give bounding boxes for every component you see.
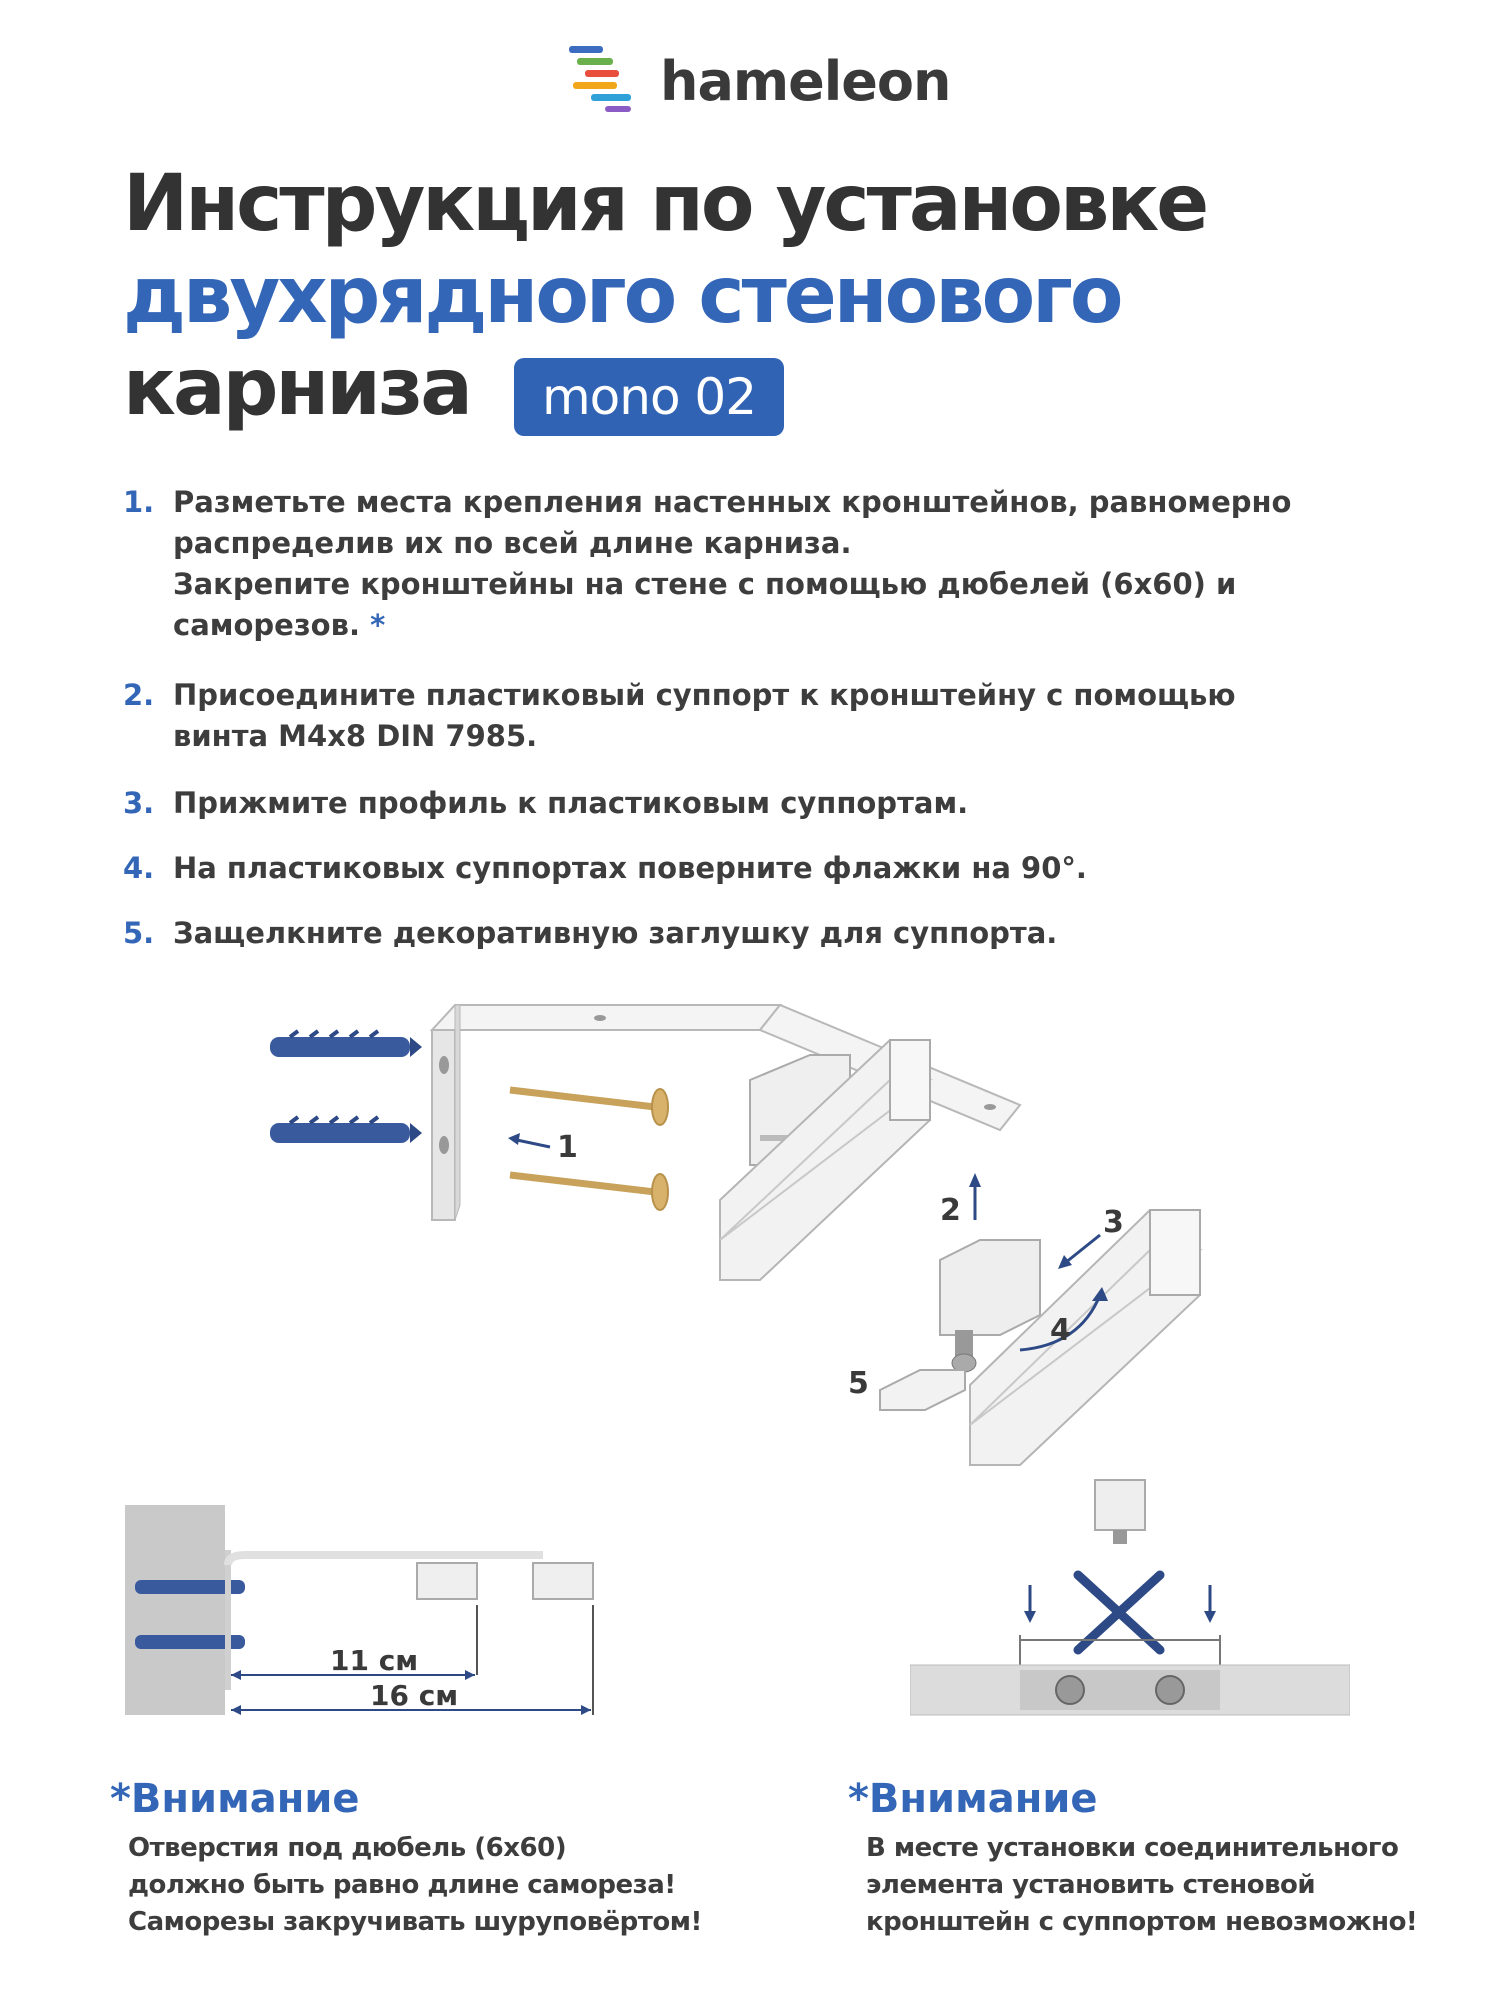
step-text-line: винта М4х8 DIN 7985. <box>173 719 538 753</box>
svg-text:3: 3 <box>1103 1205 1124 1240</box>
dimension-diagram <box>125 1505 615 1725</box>
svg-text:5: 5 <box>848 1366 869 1401</box>
step-number: 5. <box>123 916 155 950</box>
step-text-line: саморезов. <box>173 608 360 642</box>
attention-line: Отверстия под дюбель (6х60) <box>128 1833 567 1863</box>
cross-icon <box>1078 1575 1160 1650</box>
attention-line: В месте установки соединительного <box>866 1833 1399 1863</box>
brand-logo <box>565 44 965 124</box>
model-badge: mono 02 <box>514 358 784 436</box>
screw-head-icon <box>1156 1676 1184 1704</box>
title-line-3: карниза <box>123 343 470 433</box>
dim-16cm: 16 см <box>370 1679 459 1712</box>
profile-rail <box>910 1665 1350 1715</box>
step-number: 2. <box>123 678 155 712</box>
attention-line: элемента установить стеновой <box>866 1870 1316 1900</box>
title-line-2: двухрядного стенового <box>123 251 1121 341</box>
step-text-line: Прижмите профиль к пластиковым суппортам. <box>173 786 969 820</box>
svg-text:4: 4 <box>1050 1313 1071 1348</box>
hameleon-logo-icon <box>565 44 645 114</box>
footnote-star: * <box>370 608 386 642</box>
dowel-icon <box>270 1031 422 1057</box>
step-text-line: Закрепите кронштейны на стене с помощью дюбелей (6х60) и <box>173 567 1237 601</box>
attention-heading-right: *Внимание <box>848 1776 1098 1822</box>
step-number: 3. <box>123 786 155 820</box>
brand-name: hameleon <box>660 50 951 113</box>
callout-1 <box>508 1130 578 1165</box>
attention-line: должно быть равно длине самореза! <box>128 1870 676 1900</box>
screw-icon <box>510 1089 668 1125</box>
step-number: 4. <box>123 851 155 885</box>
wall-bracket <box>432 1005 1020 1220</box>
attention-line: кронштейн с суппортом невозможно! <box>866 1907 1418 1937</box>
attention-line: Саморезы закручивать шуруповёртом! <box>128 1907 702 1937</box>
step-text-line: Присоедините пластиковый суппорт к кронштейну с помощью <box>173 678 1236 712</box>
callout-2 <box>940 1173 981 1228</box>
svg-text:1: 1 <box>557 1130 578 1165</box>
joint-warning-diagram <box>910 1475 1350 1730</box>
step-text-line: На пластиковых суппортах поверните флажки на 90°. <box>173 851 1087 885</box>
decorative-cap <box>848 1366 965 1410</box>
step-number: 1. <box>123 485 155 519</box>
assembly-diagram <box>250 995 1250 1475</box>
title-line-1: Инструкция по установке <box>123 159 1207 249</box>
dim-11cm: 11 см <box>330 1644 419 1677</box>
step-text-line: Защелкните декоративную заглушку для суппорта. <box>173 916 1058 950</box>
screw-icon <box>510 1174 668 1210</box>
plastic-support <box>1095 1480 1145 1544</box>
attention-heading-left: *Внимание <box>110 1776 360 1822</box>
svg-text:2: 2 <box>940 1193 961 1228</box>
screw-head-icon <box>1056 1676 1084 1704</box>
dowel-icon <box>270 1117 422 1143</box>
step-text-line: Разметьте места крепления настенных кронштейнов, равномерно <box>173 485 1292 519</box>
step-text-line: распределив их по всей длине карниза. <box>173 526 852 560</box>
